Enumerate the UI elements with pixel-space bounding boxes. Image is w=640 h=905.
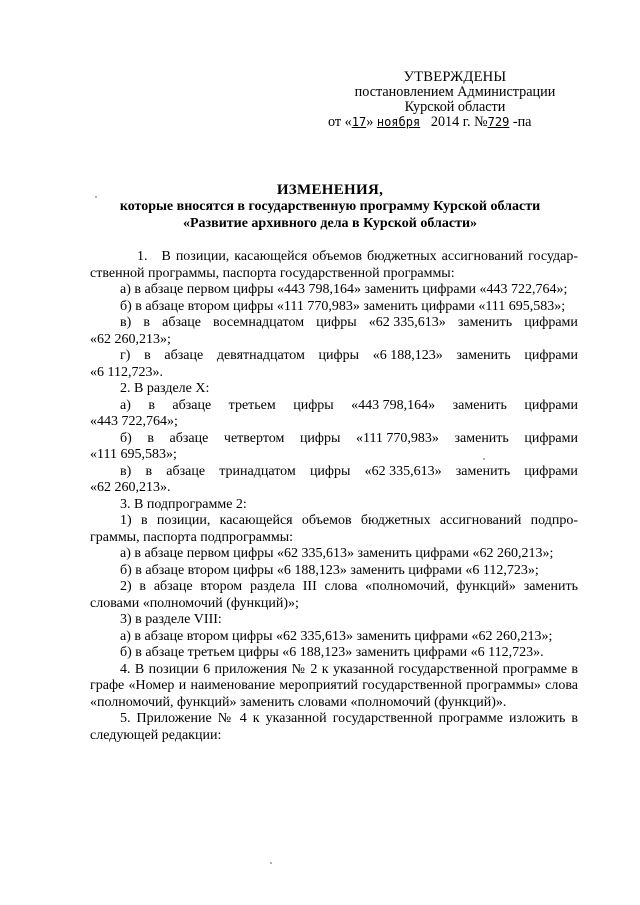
word: цифрами	[524, 430, 578, 446]
approval-block	[330, 70, 580, 130]
word: тринадцатом	[219, 463, 296, 479]
paragraph-1d-end: «6 112,723».	[90, 364, 163, 380]
paragraph-2a-end: «443 722,764»;	[90, 414, 178, 429]
date-gap	[420, 114, 431, 130]
document-body	[90, 249, 578, 744]
word: заменить	[455, 463, 511, 479]
paragraph-3-3: 3) в разделе VIII:	[120, 612, 222, 627]
word: цифры	[293, 397, 334, 413]
word: заменить	[457, 315, 513, 330]
paragraph-1c-line	[90, 315, 578, 332]
word: в)	[120, 315, 132, 330]
paragraph-3-3a: а) в абзаце втором цифры «62 335,613» заменить цифрами «62 260,213»;	[120, 628, 553, 644]
word: г)	[120, 348, 131, 363]
paragraph-5: 5. Приложение № 4 к указанной государственной программе изложить в следующей редакции:	[90, 711, 578, 743]
word: в	[145, 463, 153, 479]
word: заменить	[452, 397, 507, 413]
paragraph-1-text: В позиции, касающейся объемов бюджетных ассигнований государ-ственной программы, паспорта государственной программы:	[90, 249, 578, 281]
date-suffix: -па	[509, 114, 532, 130]
paragraph-4: 4. В позиции 6 приложения № 2 к указанной государственной программе в графе «Номер и наименование мероприятий государственной программы» слова «полномочий, функций» заменить словами «полномочий (функций)».	[90, 661, 578, 710]
approval-line-2: Курской области	[404, 99, 506, 115]
paragraph-2c-line	[90, 464, 578, 481]
approval-line-1: постановлением Администрации	[354, 84, 556, 100]
word: а)	[120, 397, 131, 413]
date-mid: »	[366, 114, 377, 130]
word: цифрами	[524, 463, 578, 479]
word: цифрами	[524, 397, 578, 413]
date-day: 17	[351, 115, 367, 129]
word: абзаце	[162, 315, 201, 330]
paragraph-1a: а) в абзаце первом цифры «443 798,164» заменить цифрами «443 722,764»;	[120, 282, 568, 297]
paragraph-1b: б) в абзаце втором цифры «111 770,983» заменить цифрами «111 695,583»;	[120, 298, 566, 314]
paragraph-1-number: 1.	[137, 249, 148, 264]
approval-title: УТВЕРЖДЕНЫ	[403, 69, 507, 85]
word: абзаце	[166, 463, 206, 479]
paragraph-2a-line	[90, 398, 578, 415]
paragraph-2b-line	[90, 431, 578, 448]
date-month: ноября	[376, 115, 421, 129]
word: абзаце	[164, 348, 204, 363]
word: в	[143, 315, 151, 330]
word: в)	[120, 463, 132, 479]
word: цифры	[299, 430, 341, 446]
paragraph-1	[90, 249, 578, 282]
word: в	[148, 397, 155, 413]
paragraph-3-1b: б) в абзаце втором цифры «6 188,123» заменить цифрами «6 112,723»;	[120, 562, 539, 578]
paragraph-3-3b: б) в абзаце третьем цифры «6 188,123» заменить цифрами «6 112,723».	[120, 645, 544, 660]
word: в	[147, 430, 154, 446]
word: в	[144, 348, 151, 363]
paragraph-2b-end: «111 695,583»;	[90, 447, 177, 462]
paragraph-1d-line	[90, 348, 578, 365]
paragraph-3-1: 1) в позиции, касающейся объемов бюджетных ассигнований подпро-граммы, паспорта подпрограммы:	[90, 513, 578, 545]
word: цифры	[318, 348, 360, 363]
doc-title: ИЗМЕНЕНИЯ,	[276, 182, 384, 198]
paragraph-1c-end: «62 260,213»;	[90, 331, 171, 347]
scan-speck	[483, 458, 485, 460]
scan-speck	[270, 862, 272, 864]
paragraph-3: 3. В подпрограмме 2:	[120, 496, 247, 512]
word: цифры	[316, 315, 357, 330]
doc-subtitle-2: «Развитие архивного дела в Курской области»	[182, 216, 478, 231]
word: цифрами	[524, 315, 578, 330]
paragraph-2c-end: «62 260,213».	[90, 480, 171, 495]
word: «62 335,613»	[364, 463, 442, 479]
scan-speck	[95, 196, 97, 198]
word: «443 798,164»	[351, 397, 436, 413]
paragraph-3-2: 2) в абзаце втором раздела III слова «полномочий, функций» заменить словами «полномочий (функций)»;	[90, 579, 578, 611]
word: цифрами	[524, 348, 578, 363]
paragraph-3-1a: а) в абзаце первом цифры «62 335,613» заменить цифрами «62 260,213»;	[120, 546, 554, 561]
word: цифры	[309, 463, 351, 479]
word: абзаце	[169, 430, 209, 446]
word: б)	[120, 430, 132, 446]
paragraph-2: 2. В разделе X:	[120, 381, 210, 396]
word: «62 335,613»	[368, 315, 446, 330]
word: третьем	[228, 397, 276, 413]
date-year: 2014 г. №	[430, 114, 488, 130]
word: «6 188,123»	[372, 348, 443, 363]
approval-date-line	[328, 115, 578, 130]
word: «111 770,983»	[355, 430, 439, 446]
word: восемнадцатом	[213, 315, 305, 330]
word: заменить	[456, 348, 511, 363]
word: четвертом	[223, 430, 285, 446]
word: заменить	[454, 430, 509, 446]
word: девятнадцатом	[216, 348, 305, 363]
word: абзаце	[172, 397, 212, 413]
doc-subtitle-1: которые вносятся в государственную программу Курской области	[119, 199, 541, 214]
date-prefix: от «	[328, 114, 352, 130]
date-number: 729	[487, 115, 510, 129]
